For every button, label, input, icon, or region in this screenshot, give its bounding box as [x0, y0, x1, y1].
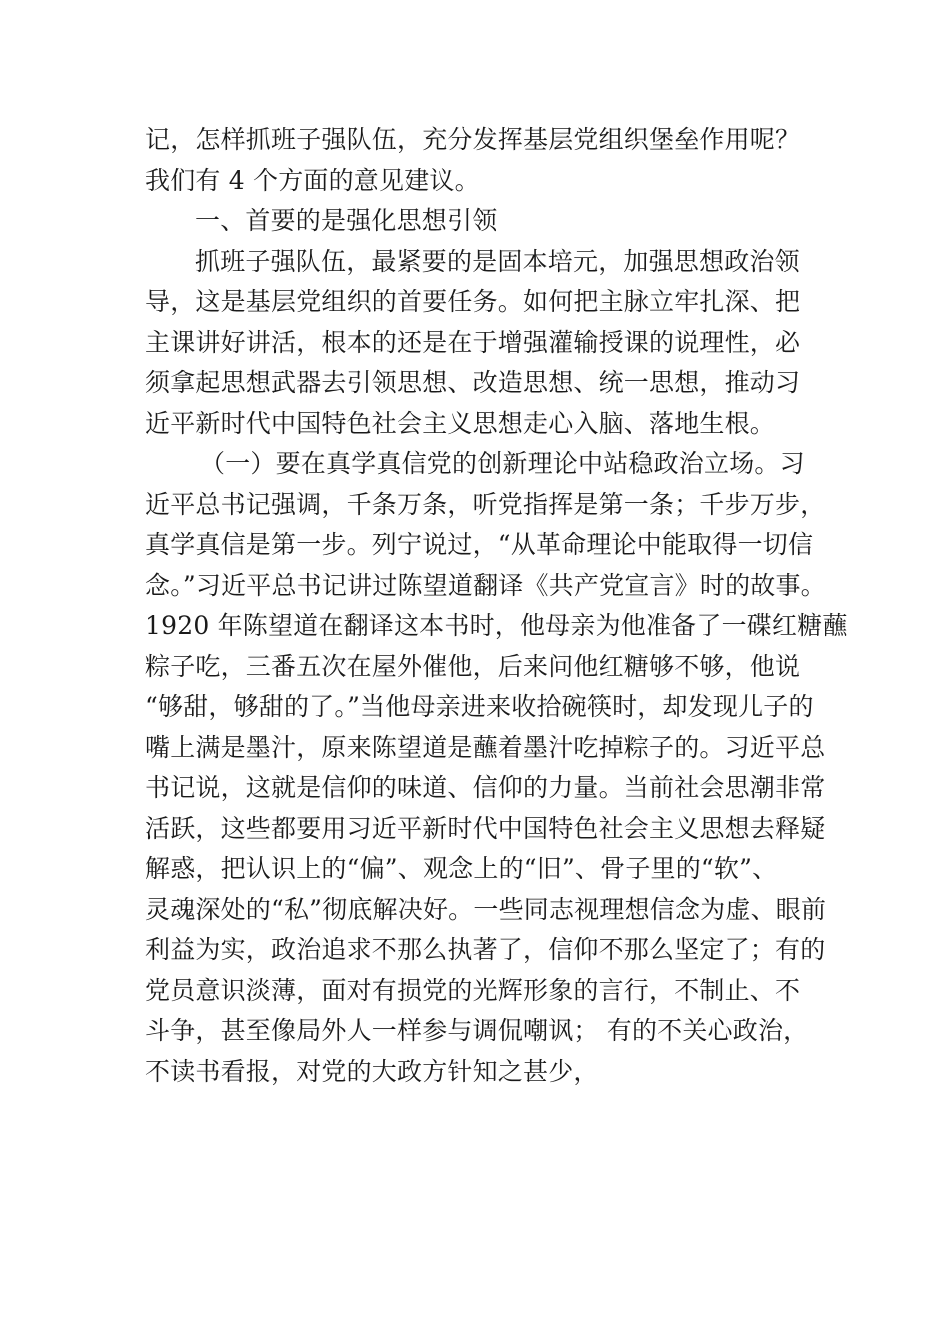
text-line-5: 导，这是基层党组织的首要任务。如何把主脉立牢扎深、把	[145, 287, 801, 316]
text-line-4: 抓班子强队伍，最紧要的是固本培元，加强思想政治领	[195, 246, 800, 276]
text-line-21: 利益为实，政治追求不那么执著了，信仰不那么坚定了；有的	[145, 935, 826, 964]
body-text	[145, 120, 848, 1092]
text-line-2: 我们有 4 个方面的意见建议。	[145, 165, 480, 195]
text-line-15: “够甜，够甜的了。”当他母亲进来收拾碗筷时，却发现儿子的	[145, 692, 814, 721]
text-line-14: 粽子吃，三番五次在屋外催他，后来问他红糖够不够，他说	[145, 651, 801, 681]
subsection-heading-1: （一）要在真学真信党的创新理论中站稳政治立场。习	[200, 449, 805, 478]
text-line-10: 近平总书记强调，千条万条，听党指挥是第一条；千步万步，	[145, 489, 826, 519]
text-line-8: 近平新时代中国特色社会主义思想走心入脑、落地生根。	[145, 408, 776, 438]
text-line-19: 解惑，把认识上的“偏”、观念上的“旧”、骨子里的“软”、	[145, 854, 778, 883]
text-line-24: 不读书看报，对党的大政方针知之甚少，	[145, 1056, 599, 1086]
text-line-16: 嘴上满是墨汁，原来陈望道是蘸着墨汁吃掉粽子的。习近平总	[145, 732, 826, 762]
text-line-18: 活跃，这些都要用习近平新时代中国特色社会主义思想去释疑	[145, 813, 826, 843]
text-line-17: 书记说，这就是信仰的味道、信仰的力量。当前社会思潮非常	[145, 773, 826, 802]
text-line-13: 1920 年陈望道在翻译这本书时，他母亲为他准备了一碟红糖蘸	[145, 611, 848, 640]
text-line-7: 须拿起思想武器去引领思想、改造思想、统一思想，推动习	[145, 368, 801, 397]
section-heading-1: 一、首要的是强化思想引领	[195, 206, 498, 235]
text-line-20: 灵魂深处的“私”彻底解决好。一些同志视理想信念为虚、眼前	[145, 894, 827, 924]
text-line-23: 斗争，甚至像局外人一样参与调侃嘲讽； 有的不关心政治，	[145, 1016, 809, 1045]
text-line-6: 主课讲好讲活，根本的还是在于增强灌输授课的说理性，必	[145, 327, 801, 357]
text-line-12: 念。”习近平总书记讲过陈望道翻译《共产党宣言》时的故事。	[145, 570, 826, 600]
text-line-22: 党员意识淡薄，面对有损党的光辉形象的言行，不制止、不	[145, 975, 801, 1005]
text-line-1: 记，怎样抓班子强队伍，充分发挥基层党组织堡垒作用呢？	[145, 125, 801, 154]
text-line-11: 真学真信是第一步。列宁说过，“从革命理论中能取得一切信	[145, 530, 814, 559]
